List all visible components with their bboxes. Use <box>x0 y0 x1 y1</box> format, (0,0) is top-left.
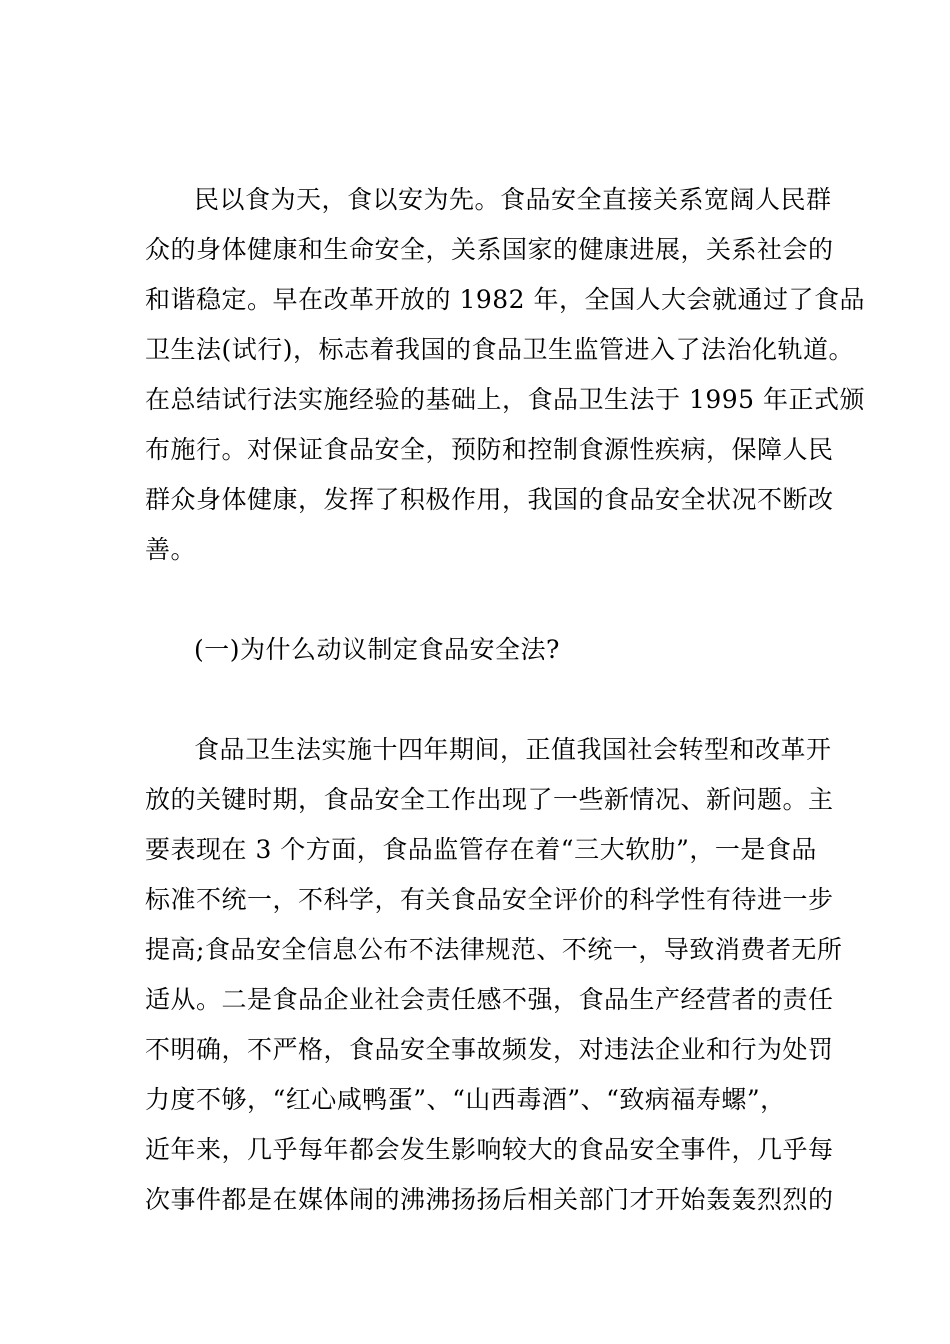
paragraph-2-line-10: 次事件都是在媒体闹的沸沸扬扬后相关部门才开始轰轰烈烈的 <box>145 1185 834 1214</box>
paragraph-2-line-8: 力度不够，“红心咸鸭蛋”、“山西毒酒”、“致病福寿螺”， <box>145 1085 786 1114</box>
paragraph-1-line-8: 善。 <box>145 535 197 564</box>
paragraph-2-line-3: 要表现在 3 个方面，食品监管存在着“三大软肋”，一是食品 <box>145 835 817 864</box>
paragraph-1-line-2: 众的身体健康和生命安全，关系国家的健康进展，关系社会的 <box>145 235 834 264</box>
paragraph-1-line-1: 民以食为天，食以安为先。食品安全直接关系宽阔人民群 <box>194 185 832 214</box>
paragraph-1-line-6: 布施行。对保证食品安全，预防和控制食源性疾病，保障人民 <box>145 435 834 464</box>
paragraph-2-line-4: 标准不统一，不科学，有关食品安全评价的科学性有待进一步 <box>145 885 834 914</box>
paragraph-1-line-5: 在总结试行法实施经验的基础上，食品卫生法于 1995 年正式颁 <box>145 385 866 414</box>
paragraph-1-line-3: 和谐稳定。早在改革开放的 1982 年，全国人大会就通过了食品 <box>145 285 866 314</box>
paragraph-2-line-9: 近年来，几乎每年都会发生影响较大的食品安全事件，几乎每 <box>145 1135 834 1164</box>
paragraph-2-line-5: 提高;食品安全信息公布不法律规范、不统一，导致消费者无所 <box>145 935 843 964</box>
paragraph-2-line-7: 不明确，不严格，食品安全事故频发，对违法企业和行为处罚 <box>145 1035 834 1064</box>
paragraph-1-line-4: 卫生法(试行)，标志着我国的食品卫生监管进入了法治化轨道。 <box>145 335 855 364</box>
paragraph-2-line-1: 食品卫生法实施十四年期间，正值我国社会转型和改革开 <box>194 735 832 764</box>
paragraph-2-line-6: 适从。二是食品企业社会责任感不强，食品生产经营者的责任 <box>145 985 834 1014</box>
section-heading: (一)为什么动议制定食品安全法? <box>194 635 560 664</box>
paragraph-1-line-7: 群众身体健康，发挥了积极作用，我国的食品安全状况不断改 <box>145 485 834 514</box>
paragraph-2-line-2: 放的关键时期，食品安全工作出现了一些新情况、新问题。主 <box>145 785 834 814</box>
